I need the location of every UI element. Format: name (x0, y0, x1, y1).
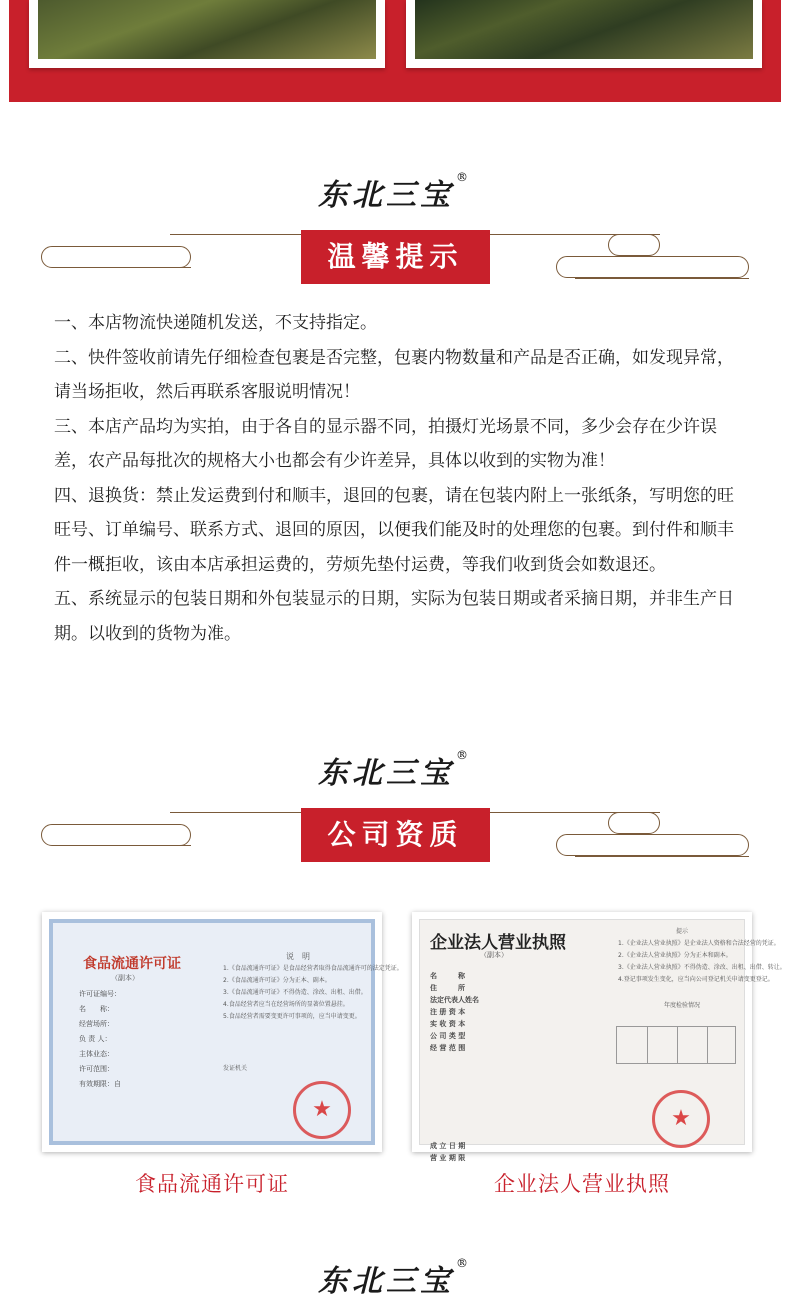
doc-field: 许可范围： (79, 1065, 114, 1073)
registered-mark: ® (456, 748, 472, 762)
doc-field: 公 司 类 型 (430, 1032, 466, 1040)
doc-note: 5.食品经营者需要变更许可事项的，应当申请变更。 (223, 1013, 361, 1020)
registered-mark: ® (456, 170, 472, 184)
doc-note: 3.《食品流通许可证》不得伪造、涂改、出租、出借。 (223, 989, 367, 996)
notice-item: 二、快件签收前请先仔细检查包裹是否完整，包裹内物数量和产品是否正确，如发现异常，请当场拒收，然后再联系客服说明情况！ (54, 347, 734, 402)
doc-field-list (79, 987, 121, 1092)
doc-subtitle: （副本） (480, 951, 508, 959)
doc-note: 1.《食品流通许可证》是食品经营者取得食品流通许可的法定凭证。 (223, 965, 403, 972)
doc-field: 名 称： (79, 1005, 114, 1013)
grid-divider (647, 1027, 648, 1063)
doc-subtitle: （副本） (111, 974, 139, 982)
doc-field: 负 责 人： (79, 1035, 112, 1043)
doc-field-list (430, 970, 479, 1164)
decor-line (170, 234, 301, 235)
doc-field: 实 收 资 本 (430, 1020, 466, 1028)
certificate-caption: 企业法人营业执照 (494, 1172, 670, 1196)
notice-item: 一、本店物流快递随机发送，不支持指定。 (54, 313, 377, 333)
doc-note: 说 明 (286, 952, 310, 961)
decor-line (96, 267, 191, 268)
registered-mark: ® (456, 1256, 472, 1270)
doc-note: 4.食品经营者应当在经营场所的显著位置悬挂。 (223, 1001, 349, 1008)
doc-field: 经营场所： (79, 1020, 114, 1028)
decor-line (575, 278, 749, 279)
product-photo-card (29, 0, 385, 68)
doc-title: 企业法人营业执照 (430, 933, 566, 953)
notice-item: 四、退换货：禁止发运费到付和顺丰，退回的包裹，请在包装内附上一张纸条，写明您的旺旺号、订单编号、联系方式、退回的原因，以便我们能及时的处理您的包裹。到付件和顺丰件一概拒收，该由本店承担运费的，劳烦先垫付运费，等我们收到货会如数退还。 (54, 485, 734, 575)
section-header-notice (0, 220, 790, 290)
section-title: 公司资质 (301, 808, 490, 862)
red-seal-stamp: ★ (652, 1090, 710, 1148)
grid-divider (677, 1027, 678, 1063)
doc-note: 年度检验情况 (663, 1002, 700, 1009)
decor-pill (41, 246, 191, 268)
decor-line (96, 845, 191, 846)
section-title: 温馨提示 (301, 230, 490, 284)
brand-logo (0, 1256, 790, 1300)
certificate-caption: 食品流通许可证 (135, 1172, 289, 1196)
decor-pill (608, 234, 660, 256)
brand-name: 东北三宝 (318, 178, 454, 213)
doc-title: 食品流通许可证 (83, 956, 181, 972)
doc-field: 经 营 范 围 (430, 1044, 466, 1052)
doc-field: 成 立 日 期 (430, 1142, 466, 1150)
decor-pill (608, 812, 660, 834)
certificate-business-license (412, 912, 786, 1162)
doc-note: 2.《食品流通许可证》分为正本、副本。 (223, 977, 331, 984)
brand-logo (0, 748, 790, 792)
plant-photo (415, 0, 753, 59)
doc-note: 3.《企业法人营业执照》不得伪造、涂改、出租、出借、转让。 (618, 964, 786, 971)
doc-note: 4.登记事项发生变化，应当向公司登记机关申请变更登记。 (618, 976, 774, 983)
notice-list (54, 306, 744, 651)
notice-item: 三、本店产品均为实拍，由于各自的显示器不同，拍摄灯光场景不同，多少会存在少许误差，农产品每批次的规格大小也都会有少许差异，具体以收到的实物为准！ (54, 416, 717, 471)
doc-field: 法定代表人姓名 (430, 996, 479, 1004)
doc-note: 2.《企业法人营业执照》分为正本和副本。 (618, 952, 732, 959)
brand-name: 东北三宝 (318, 1264, 454, 1299)
certificate-image (49, 919, 403, 1145)
decor-line (575, 856, 749, 857)
doc-notes (618, 926, 786, 1012)
product-photo-card (406, 0, 762, 68)
decor-pill (556, 834, 749, 856)
notice-item: 五、系统显示的包装日期和外包装显示的日期，实际为包装日期或者采摘日期，并非生产日期。以收到的货物为准。 (54, 589, 734, 644)
doc-note: 提示 (675, 928, 688, 935)
decor-line (170, 812, 301, 813)
doc-field: 注 册 资 本 (430, 1008, 466, 1016)
decor-pill (556, 256, 749, 278)
certificate-food-permit (42, 912, 403, 1152)
certificate-image (419, 919, 786, 1162)
doc-field: 住 所 (430, 984, 465, 992)
doc-field: 名 称 (430, 972, 465, 980)
brand-logo (0, 170, 790, 214)
red-seal-stamp: ★ (293, 1081, 351, 1139)
doc-note: 发证机关 (223, 1065, 248, 1072)
grid-divider (707, 1027, 708, 1063)
doc-field: 有效期限：自 (79, 1080, 121, 1088)
inspection-grid (616, 1026, 736, 1064)
doc-field: 许可证编号： (79, 990, 121, 998)
doc-notes (223, 951, 403, 1075)
plant-photo (38, 0, 376, 59)
doc-note: 1.《企业法人营业执照》是企业法人资格和合法经营的凭证。 (618, 940, 780, 947)
doc-field: 营 业 期 限 (430, 1154, 466, 1162)
decor-pill (41, 824, 191, 846)
section-header-company (0, 798, 790, 868)
doc-field: 主体业态： (79, 1050, 114, 1058)
brand-name: 东北三宝 (318, 756, 454, 791)
